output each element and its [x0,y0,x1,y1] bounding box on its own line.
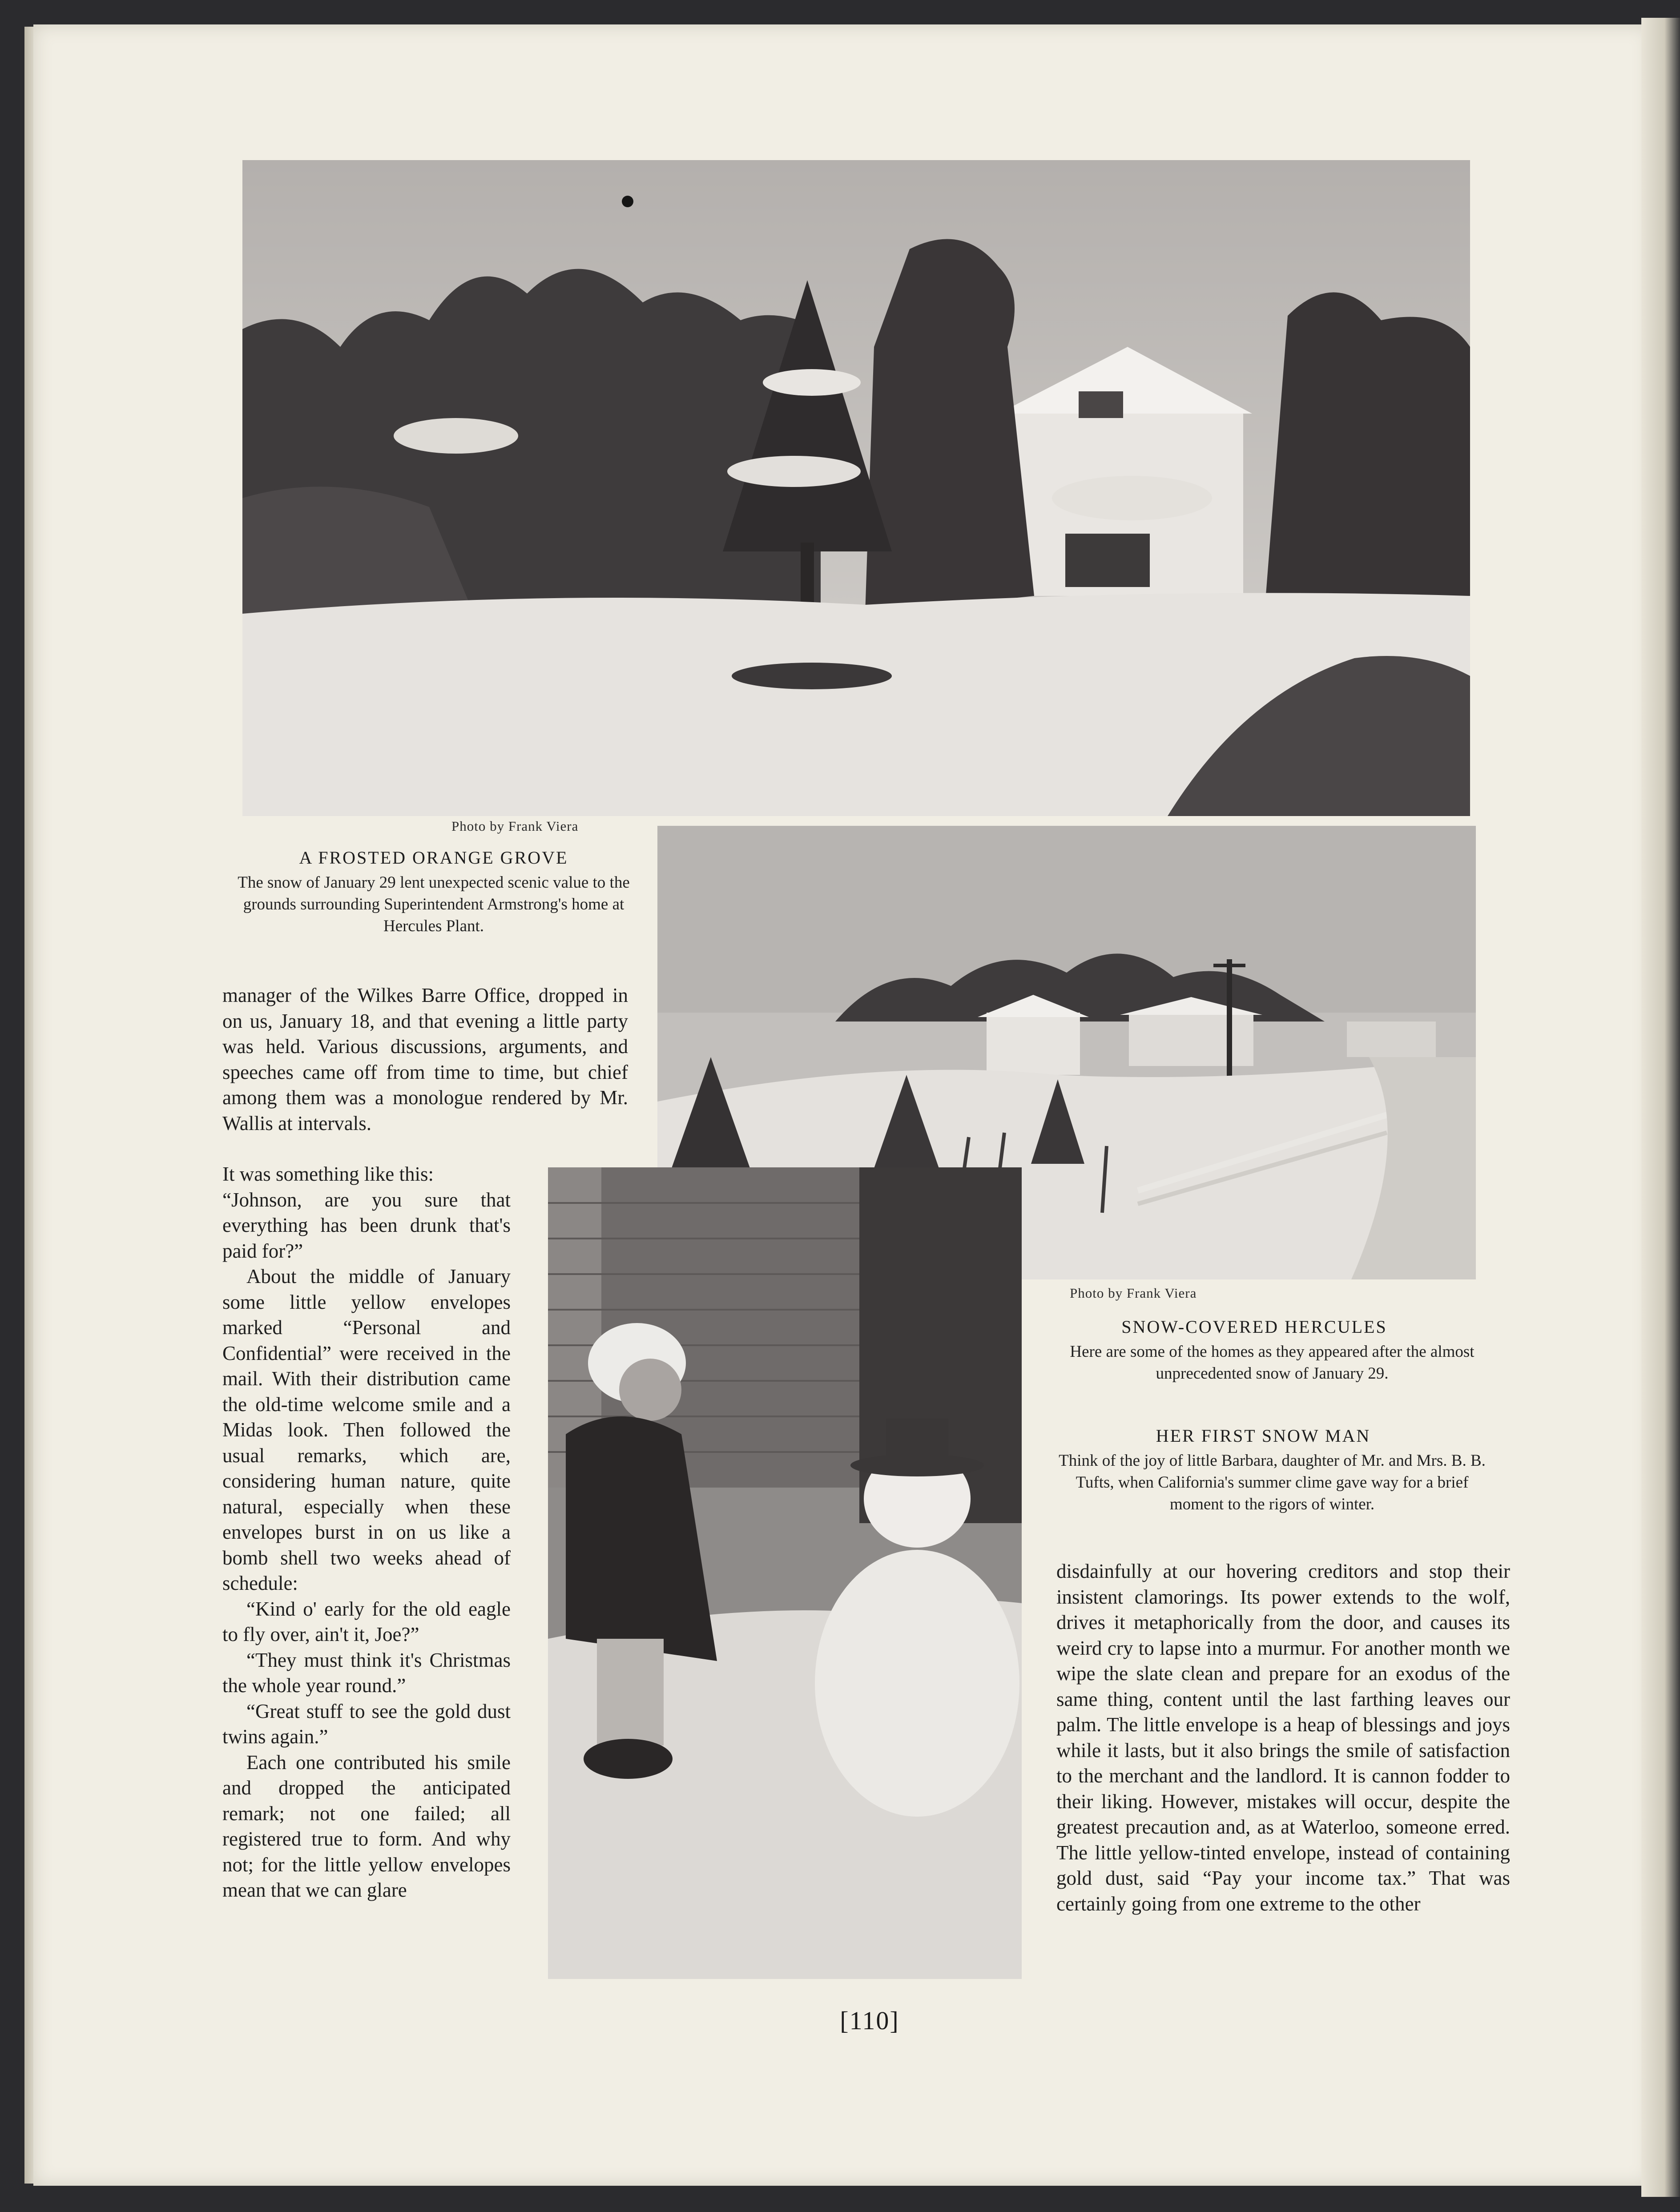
right-paragraph-1: disdainfully at our hovering creditors and stop their insistent clamorings. Its power extends to the wolf, drives it metaphorically from the door, and causes its weird cry to lapse into a murmur. For another month we wipe the slate clean and prepare for an exodus of the same thing, content until the last farthing leaves our palm. The little envelope is a heap of blessings and joys while it lasts, but it also brings the smile of satisfaction to the merchant and the landlord. It is cannon fodder to their liking. However, mistakes will occur, despite the greatest precaution and, as at Waterloo, someone erred. The little yellow-tinted envelope, instead of containing gold dust, said “Pay your income tax.” That was certainly going from one extreme to the other [1056,1560,1510,1915]
snow-man-caption: Think of the joy of little Barbara, daughter of Mr. and Mrs. B. B. Tufts, when California's summer clime gave way for a brief moment to the rigors of winter. [1059,1452,1486,1513]
left-column-top [222,983,628,1136]
page-right-edge [1641,18,1680,2197]
snow-man-title: HER FIRST SNOW MAN [1156,1426,1371,1446]
page-number: [110] [840,2006,899,2035]
left-paragraph-8: Each one contributed his smile and dropped the anticipated remark; not one failed; all registered true to form. And why not; for the little yellow envelopes mean that we can glare [222,1751,511,1901]
hercules-homes-title: SNOW-COVERED HERCULES [1121,1317,1387,1337]
left-paragraph-4: About the middle of January some little yellow envelopes marked “Personal and Confidential” were received in the mail. With their distribution came the old-time welcome smile and a Midas look. Then followed the usual remarks, which are, considering human nature, quite natural, especially when these envelopes burst in on us like a bomb shell two weeks ahead of schedule: [222,1265,511,1594]
left-paragraph-6: “They must think it's Christmas the whole year round.” [222,1649,511,1697]
orange-grove-title: A FROSTED ORANGE GROVE [299,848,568,868]
orange-grove-credit: Photo by Frank Viera [451,818,579,834]
left-paragraph-2: It was something like this: [222,1163,434,1185]
snow-man-photo [548,1167,1022,1979]
hercules-homes-credit: Photo by Frank Viera [1070,1285,1197,1301]
left-paragraph-7: “Great stuff to see the gold dust twins again.” [222,1700,511,1748]
hercules-homes-caption: Here are some of the homes as they appeared after the almost unprecedented snow of January 29. [1070,1343,1475,1383]
left-paragraph-1: manager of the Wilkes Barre Office, dropped in on us, January 18, and that evening a little party was held. Various discussions, arguments, and speeches came off from time to time, but chief among them was a monologue rendered by Mr. Wallis at intervals. [222,984,628,1134]
ink-speck [622,196,633,207]
orange-grove-caption: The snow of January 29 lent unexpected scenic value to the grounds surrounding Superintendent Armstrong's home at Hercules Plant. [238,873,630,935]
left-paragraph-3: “Johnson, are you sure that everything has been drunk that's paid for?” [222,1188,511,1262]
left-paragraph-5: “Kind o' early for the old eagle to fly over, ain't it, Joe?” [222,1597,511,1645]
orange-grove-photo [242,160,1470,816]
right-column [1056,1559,1510,1917]
left-column-narrow [222,1162,511,1903]
